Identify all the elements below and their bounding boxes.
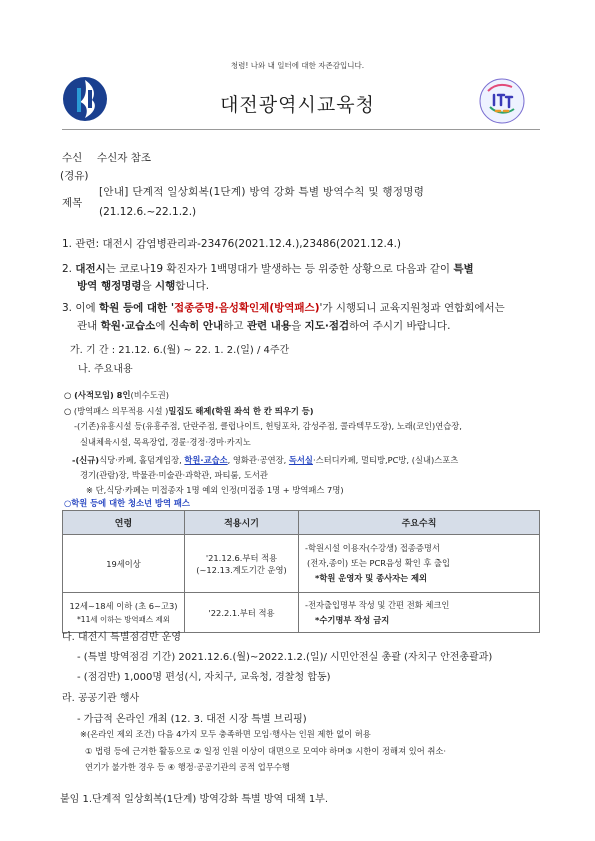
detail-existing-facilities: -(기존)유흥시설 등(유흥주점, 단란주점, 클럽나이트, 헌팅포차, 감성주점, 콜라텍무도장), 노래(코인)연습장,	[74, 421, 462, 431]
item-3-num: 3.	[62, 302, 73, 314]
item-2-text: 는 코로나19 확진자가 1백명대가 발생하는 등 위중한 상황으로 다음과 같이	[105, 263, 454, 275]
youth-pass-table	[62, 510, 540, 633]
section-ra-line-2: ※(온라인 제외 조건) 다음 4가지 모두 충족하면 모임·행사는 인원 제한 없이 허용	[80, 729, 371, 739]
item-3-academy: 학원 등에 대한 '	[99, 302, 175, 314]
recipient-value: 수신자 참조	[97, 152, 152, 164]
table-header-row	[63, 511, 540, 535]
section-ra-line-3: ① 법령 등에 근거한 활동으로 ② 일정 인원 이상이 대면으로 모여야 하며③ 시한이 정해져 있어 취소·	[85, 746, 447, 756]
item-2-num: 2.	[62, 263, 73, 275]
section-ra-line-1: - 가급적 온라인 개최 (12. 3. 대전 시장 특별 브리핑)	[77, 714, 307, 725]
section-ra-line-4: 연기가 불가한 경우 등 ④ 행정·공공기관의 공적 업무수행	[85, 762, 290, 772]
subject-label: 제목	[62, 197, 83, 209]
subject-line-1: [안내] 단계적 일상회복(1단계) 방역 강화 특별 방역수칙 및 행정명령	[99, 186, 425, 198]
item-3-i: 하고	[223, 320, 247, 332]
item-2-line-1	[62, 261, 474, 276]
item-2-line-2	[77, 278, 209, 293]
detail-new-facilities-2: 경기(관람)장, 박물관·미술관·과학관, 파티룸, 도서관	[80, 470, 268, 480]
subject-line-2: (21.12.6.~22.1.2.)	[99, 206, 197, 218]
table-row	[63, 535, 540, 593]
item-3-e: 관내	[77, 320, 101, 332]
organization-title: 대전광역시교육청	[220, 94, 375, 116]
item-3-line-2	[77, 318, 450, 333]
table-cell-age: 12세~18세 이하 (초 6~고3) *11세 이하는 방역패스 제외	[63, 593, 185, 633]
item-3-m: 하여 주시기 바랍니다.	[349, 320, 451, 332]
sub-main-content: 나. 주요내용	[78, 364, 133, 375]
item-2-special: 특별	[453, 263, 474, 275]
via-label: (경유)	[60, 170, 89, 182]
item-2-eul: 을	[141, 280, 155, 292]
table-cell-rules: -학원시설 이용자(수강생) 접종증명서 (전자,종이) 또는 PCR음성 확인 후 출입 *학원 운영자 및 종사자는 제외	[299, 535, 540, 593]
detail-existing-facilities-2: 실내체육시설, 목욕장업, 경륜·경정·경마·카지노	[80, 437, 251, 447]
detail-exception-note: ※ 단,식당·카페는 미접종자 1명 예외 인정(미접종 1명 + 방역패스 7명)	[86, 485, 344, 495]
integrity-slogan: 청렴! 나와 내 일터에 대한 자존감입니다.	[230, 61, 365, 70]
detail-private-gathering: ○ (사적모임) 8인(비수도권)	[64, 390, 170, 400]
recipient-label: 수신	[62, 152, 83, 164]
item-2-daejeon: 대전시	[75, 263, 106, 275]
table-header-period: 적용시기	[185, 511, 299, 535]
table-cell-age: 19세이상	[63, 535, 185, 593]
detail-new-facilities: -(신규)식당·카페, 홀덤게임장, 학원·교습소, 영화관·공연장, 독서실·스터디카페, 멀티방,PC방, (실내)스포츠	[72, 455, 459, 465]
table-header-age: 연령	[63, 511, 185, 535]
item-3-vaccine-pass: 접종증명·음성확인제(방역패스)	[174, 302, 320, 314]
detail-youth-pass-title: ○학원 등에 대한 청소년 방역 패스	[64, 498, 190, 508]
item-3-content: 관련 내용	[246, 320, 292, 332]
section-ra-title: 라. 공공기관 행사	[62, 693, 140, 704]
item-3-k: 을	[291, 320, 305, 332]
item-3-a: 이에	[75, 302, 99, 314]
table-header-rules: 주요수칙	[299, 511, 540, 535]
item-3-d: '가 시행되니 교육지원청과 연합회에서는	[319, 302, 505, 314]
item-2-enforce: 시행	[155, 280, 176, 292]
item-3-line-1	[62, 300, 505, 315]
item-3-notify: 신속히 안내	[168, 320, 224, 332]
detail-vaccine-pass-facilities: ○ (방역패스 의무적용 시설 )밀집도 해제(학원 좌석 한 칸 띄우기 등)	[64, 406, 314, 416]
section-da-line-1: - (특별 방역점검 기간) 2021.12.6.(월)~2022.1.2.(일)/ 시민안전실 총괄 (자치구 안전총괄과)	[77, 652, 493, 663]
attachment-note: 붙임 1.단계적 일상회복(1단계) 방역강화 특별 방역 대책 1부.	[60, 794, 329, 805]
item-3-inspect: 지도·점검	[304, 320, 350, 332]
section-da-line-2: - (점검반) 1,000명 편성(시, 자치구, 교육청, 경찰청 합동)	[77, 672, 331, 683]
item-1-related: 1. 관련: 대전시 감염병관리과-23476(2021.12.4.),23486(2021.12.4.)	[62, 238, 402, 250]
table-row	[63, 593, 540, 633]
sub-period: 가. 기 간 : 21.12. 6.(월) ~ 22. 1. 2.(일) / 4주간	[70, 345, 290, 356]
item-2-end: 합니다.	[175, 280, 210, 292]
slogan-badge-logo	[478, 77, 526, 125]
table-cell-period: '22.2.1.부터 적용	[185, 593, 299, 633]
header-divider	[62, 129, 540, 130]
item-3-academies: 학원·교습소	[100, 320, 156, 332]
table-cell-rules: -전자출입명부 작성 및 간편 전화 체크인 *수기명부 작성 금지	[299, 593, 540, 633]
section-da-title: 다. 대전시 특별점검반 운영	[62, 632, 181, 643]
table-cell-period: '21.12.6.부터 적용 (~12.13.계도기간 운영)	[185, 535, 299, 593]
item-2-order: 방역 행정명령	[77, 280, 142, 292]
item-3-g: 에	[155, 320, 169, 332]
